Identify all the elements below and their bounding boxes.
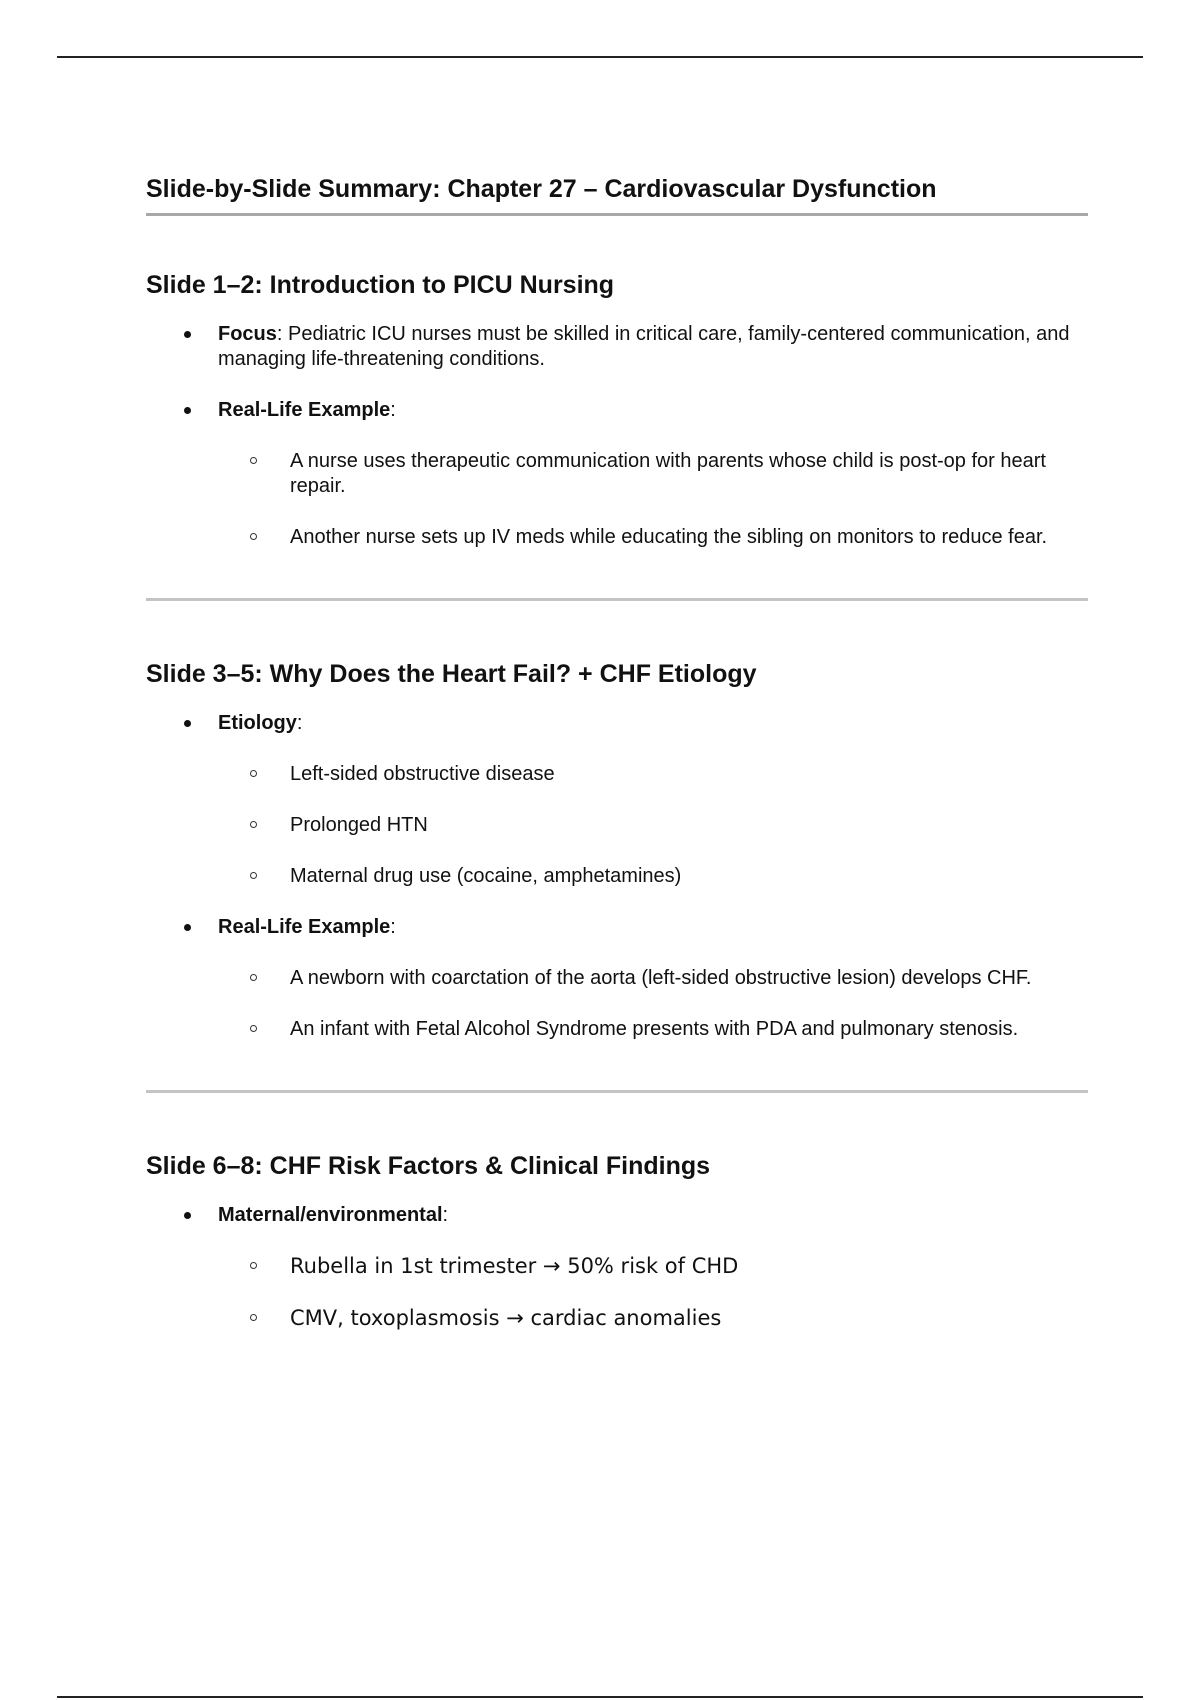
sub-list-item [218,1254,1088,1280]
sub-list-item [218,449,1088,499]
bullet-list [146,711,1088,1042]
section-title: Slide 1–2: Introduction to PICU Nursing [146,271,615,299]
bullet-disc-icon [184,720,191,727]
bullet-list [146,1203,1088,1332]
sub-list-item [218,525,1088,550]
document-body [146,174,1088,1332]
item-separator: : [276,323,283,345]
sub-item-text: Rubella in 1st trimester → 50% risk of CHD [290,1254,739,1278]
sub-list-item [218,762,1088,787]
sub-item-text: A newborn with coarctation of the aorta (left-sided obstructive lesion) develops CHF. [290,967,1032,989]
sub-item-text: An infant with Fetal Alcohol Syndrome presents with PDA and pulmonary stenosis. [290,1018,1019,1040]
bullet-circle-icon [250,1025,257,1032]
document-title: Slide-by-Slide Summary: Chapter 27 – Cardiovascular Dysfunction [146,174,1088,216]
sub-item-text: Prolonged HTN [290,814,428,836]
sub-bullet-list [218,762,1088,889]
item-label: Real-Life Example [218,916,391,938]
bullet-disc-icon [184,407,191,414]
section-title: Slide 6–8: CHF Risk Factors & Clinical Findings [146,1152,711,1180]
bullet-disc-icon [184,1212,191,1219]
bullet-circle-icon [250,1314,257,1321]
sub-bullet-list [218,1254,1088,1332]
sub-list-item [218,864,1088,889]
sub-item-text: Left-sided obstructive disease [290,763,555,785]
item-text: Pediatric ICU nurses must be skilled in critical care, family-centered communication, and managing life-threatening conditions. [218,323,1070,370]
section-slide-3-5 [146,659,1088,1042]
section-slide-6-8 [146,1151,1088,1332]
sub-item-text: Another nurse sets up IV meds while educating the sibling on monitors to reduce fear. [290,526,1048,548]
bullet-circle-icon [250,821,257,828]
sub-list-item [218,1306,1088,1332]
list-item [146,322,1088,372]
item-separator: : [390,916,396,938]
page-bottom-rule [57,1696,1143,1698]
page-top-rule [57,56,1143,58]
list-item [146,711,1088,889]
item-separator: : [296,712,303,734]
section-title: Slide 3–5: Why Does the Heart Fail? + CHF Etiology [146,660,757,688]
bullet-circle-icon [250,457,257,464]
sub-item-text: Maternal drug use (cocaine, amphetamines) [290,865,682,887]
sub-bullet-list [218,966,1088,1042]
item-separator: : [390,399,396,421]
sub-list-item [218,966,1088,991]
bullet-circle-icon [250,1262,257,1269]
bullet-circle-icon [250,872,257,879]
bullet-circle-icon [250,533,257,540]
item-separator: : [442,1204,449,1226]
sub-list-item [218,813,1088,838]
bullet-disc-icon [184,924,191,931]
bullet-circle-icon [250,974,257,981]
item-label: Maternal/environmental [218,1204,443,1226]
item-label: Real-Life Example [218,399,391,421]
bullet-list [146,322,1088,550]
sub-list-item [218,1017,1088,1042]
section-slide-1-2 [146,270,1088,550]
item-label: Focus [218,323,277,345]
section-divider [146,1090,1088,1093]
list-item [146,398,1088,550]
sub-item-text: CMV, toxoplasmosis → cardiac anomalies [290,1306,722,1330]
list-item [146,915,1088,1042]
section-divider [146,598,1088,601]
sub-bullet-list [218,449,1088,550]
bullet-circle-icon [250,770,257,777]
list-item [146,1203,1088,1332]
bullet-disc-icon [184,331,191,338]
sub-item-text: A nurse uses therapeutic communication with parents whose child is post-op for heart repair. [290,450,1046,497]
item-label: Etiology [218,712,297,734]
